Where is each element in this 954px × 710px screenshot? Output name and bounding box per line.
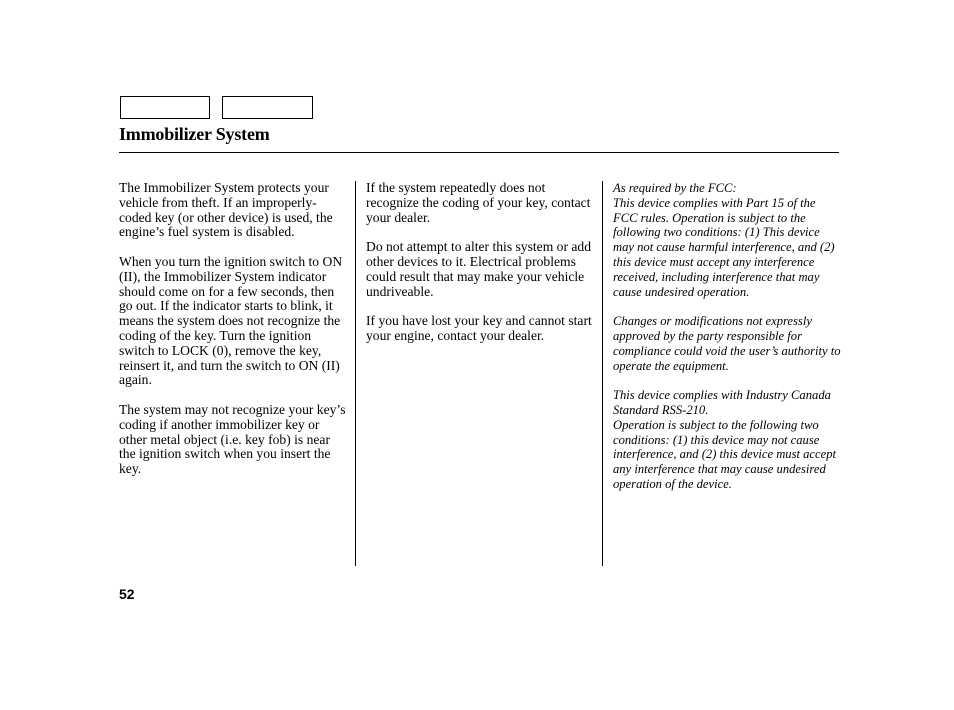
col1-paragraph-1: The Immobilizer System protects your vehicle from theft. If an improperly-coded key (or other device) is used, the engine’s fuel system is disabled.: [119, 180, 333, 240]
col2-paragraph-3: If you have lost your key and cannot start your engine, contact your dealer.: [366, 313, 592, 343]
col1-paragraph-3: The system may not recognize your key’s coding if another immobilizer key or other metal object (i.e. key fob) is near the ignition switch when you insert the key.: [119, 401, 346, 477]
page-number: 52: [119, 586, 135, 602]
column-2: [366, 181, 596, 359]
col1-paragraph-2: When you turn the ignition switch to ON (II), the Immobilizer System indicator should come on for a few seconds, then go out. If the indicator starts to blink, it means the system does not recognize the coding of the key. Turn the ignition switch to LOCK (0), remove the key, reinsert it, and turn the switch to ON (II) again.: [119, 253, 343, 388]
page-title: Immobilizer System: [119, 124, 270, 144]
fcc-paragraph-2: Changes or modifications not expressly approved by the party responsible for compliance could void the user’s authority to operate the equipment.: [613, 314, 841, 373]
header-tab-box-left: [120, 96, 210, 119]
canada-statement: This device complies with Industry Canada Standard RSS-210.: [613, 388, 831, 417]
fcc-heading: As required by the FCC:: [613, 181, 737, 195]
column-divider-1: [355, 181, 356, 566]
col2-paragraph-2: Do not attempt to alter this system or add other devices to it. Electrical problems could result that may make your vehicle undriveable.: [366, 239, 592, 299]
title-rule: [119, 152, 839, 153]
header-tab-box-right: [222, 96, 313, 119]
column-3-fcc-notice: [613, 181, 843, 507]
canada-paragraph: Operation is subject to the following two conditions: (1) this device may not cause interference, and (2) this device must accept any interference that may cause undesired operation of the device.: [613, 417, 836, 491]
column-1: [119, 181, 347, 492]
column-divider-2: [602, 181, 603, 566]
col2-paragraph-1: If the system repeatedly does not recognize the coding of your key, contact your dealer.: [366, 180, 591, 225]
fcc-paragraph-1: This device complies with Part 15 of the FCC rules. Operation is subject to the following two conditions: (1) This device may not cause harmful interference, and (2) this device must accept any interference received, including interference that may cause undesired operation.: [613, 195, 835, 299]
